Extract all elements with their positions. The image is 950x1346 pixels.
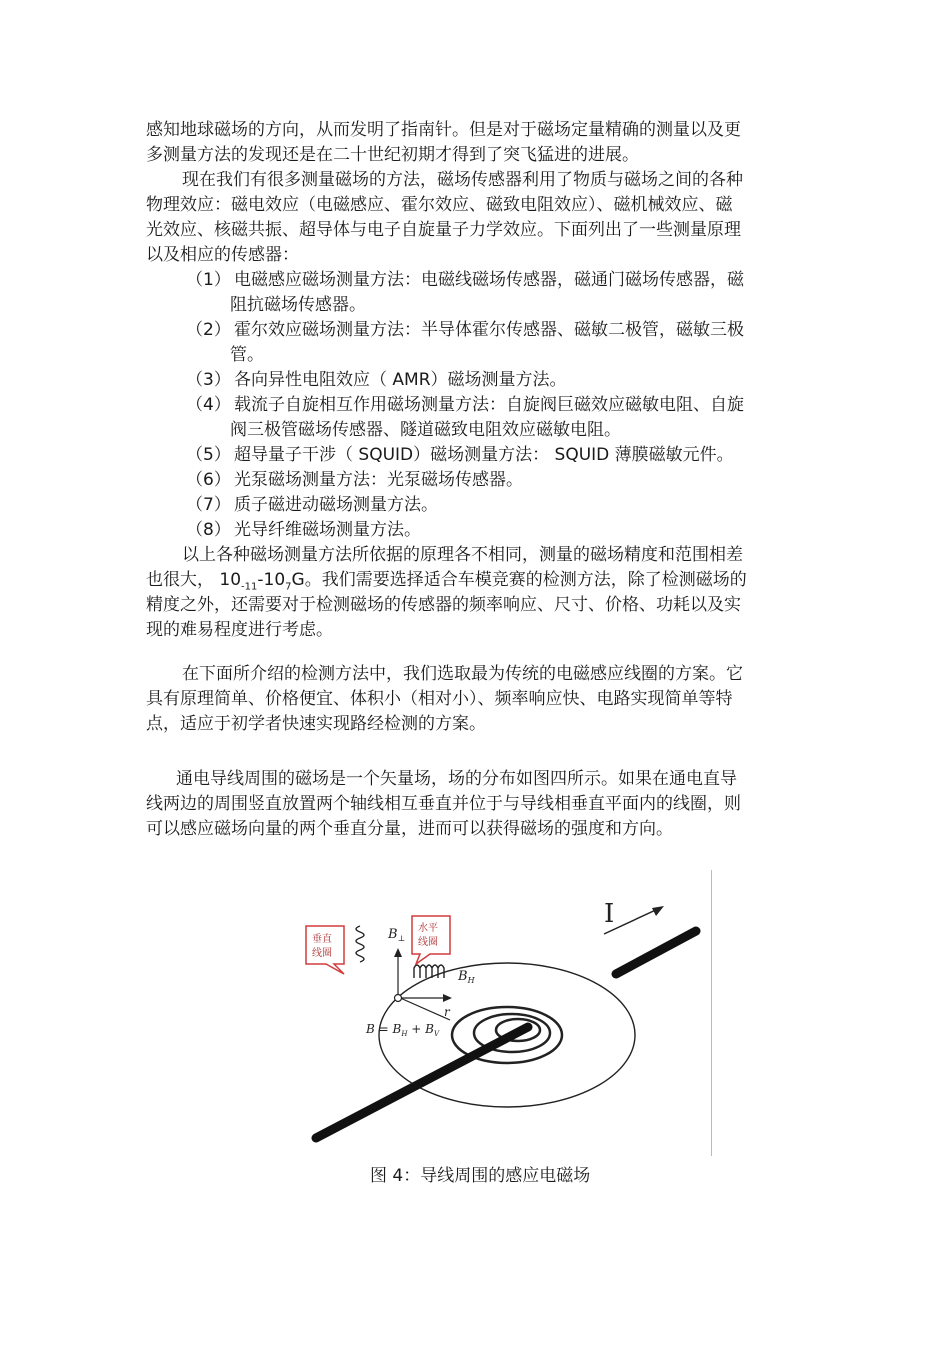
text-line: 多测量方法的发现还是在二十世纪初期才得到了突飞猛进的进展。 — [146, 145, 639, 165]
list-text: 超导量子干涉（ SQUID）磁场测量方法： SQUID 薄膜磁敏元件。 — [234, 445, 734, 465]
sensor-point — [395, 995, 402, 1002]
list-text-cont: 阻抗磁场传感器。 — [230, 295, 366, 315]
formula-plus: + B — [407, 1022, 434, 1036]
list-text-cont: 阀三极管磁场传感器、隧道磁致电阻效应磁敏电阻。 — [230, 420, 621, 440]
list-number: （8） — [186, 520, 231, 540]
bh-subscript: H — [467, 976, 475, 985]
list-text: 霍尔效应磁场测量方法：半导体霍尔传感器、磁敏二极管，磁敏三极 — [234, 320, 744, 340]
text-line: 现在我们有很多测量磁场的方法，磁场传感器利用了物质与磁场之间的各种 — [182, 170, 743, 190]
paragraph-3 — [146, 543, 774, 643]
text-line: 线两边的周围竖直放置两个轴线相互垂直并位于与导线相垂直平面内的线圈，则 — [146, 794, 741, 814]
horizontal-coil-label: 线圈 — [418, 937, 438, 948]
vertical-coil-label: 垂直 — [312, 934, 332, 945]
list-item — [186, 368, 776, 393]
text-line: 以及相应的传感器： — [146, 245, 299, 265]
horizontal-arrowhead — [443, 994, 452, 1002]
figure-caption: 图 4：导线周围的感应电磁场 — [370, 1166, 591, 1186]
bv-subscript: ⊥ — [397, 934, 406, 943]
paragraph-4 — [146, 662, 774, 737]
list-item — [186, 393, 776, 443]
list-number: （1） — [186, 270, 231, 290]
list-number: （3） — [186, 370, 231, 390]
text-line: 通电导线周围的磁场是一个矢量场，场的分布如图四所示。如果在通电直导 — [176, 769, 737, 789]
conductor-wire-front — [316, 1027, 528, 1138]
current-label: I — [604, 899, 615, 929]
list-number: （2） — [186, 320, 231, 340]
conductor-wire-back — [616, 931, 696, 974]
list-text: 电磁感应磁场测量方法：电磁线磁场传感器，磁通门磁场传感器，磁 — [234, 270, 744, 290]
list-item — [186, 318, 776, 368]
list-item — [186, 493, 776, 518]
list-text: 光泵磁场测量方法：光泵磁场传感器。 — [234, 470, 523, 490]
list-number: （4） — [186, 395, 231, 415]
paragraph-1 — [146, 118, 774, 168]
text-line: 点，适应于初学者快速实现路经检测的方案。 — [146, 714, 486, 734]
vertical-field-label — [387, 927, 405, 943]
vertical-coil-icon — [356, 926, 364, 962]
list-number: （5） — [186, 445, 231, 465]
horizontal-coil-label: 水平 — [418, 923, 438, 934]
list-text: 载流子自旋相互作用磁场测量方法：自旋阀巨磁效应磁敏电阻、自旋 — [234, 395, 744, 415]
range-exponent-low: -11 — [241, 581, 258, 593]
list-text-cont: 管。 — [230, 345, 264, 365]
radius-line — [398, 997, 450, 1020]
text-line: 以上各种磁场测量方法所依据的原理各不相同，测量的磁场精度和范围相差 — [182, 545, 743, 565]
vertical-coil-label: 线圈 — [312, 948, 332, 959]
text-line: 在下面所介绍的检测方法中，我们选取最为传统的电磁感应线圈的方案。它 — [182, 664, 743, 684]
list-number: （7） — [186, 495, 231, 515]
paragraph-2 — [146, 168, 774, 268]
text-line: 现的难易程度进行考虑。 — [146, 620, 333, 640]
bh-symbol: B — [458, 969, 468, 984]
list-item — [186, 518, 776, 543]
range-text-before: 也很大， 10 — [146, 570, 242, 590]
paragraph-5 — [146, 767, 774, 842]
text-line: 具有原理简单、价格便宜、体积小（相对小）、频率响应快、电路实现简单等特 — [146, 689, 733, 709]
list-number: （6） — [186, 470, 231, 490]
range-exponent-high: 7 — [285, 581, 292, 593]
range-text-mid: -10 — [257, 570, 286, 590]
formula-left: B = B — [366, 1022, 402, 1036]
list-text: 各向异性电阻效应（ AMR）磁场测量方法。 — [234, 370, 567, 390]
radius-label: r — [444, 1005, 450, 1019]
field-formula — [365, 1022, 440, 1038]
text-line: 感知地球磁场的方向，从而发明了指南针。但是对于磁场定量精确的测量以及更 — [146, 120, 741, 140]
list-item — [186, 268, 776, 318]
list-item — [186, 443, 776, 468]
text-line: 光效应、核磁共振、超导体与电子自旋量子力学效应。下面列出了一些测量原理 — [146, 220, 741, 240]
bv-symbol: B — [388, 927, 398, 942]
formula-sub-v: V — [433, 1030, 440, 1038]
text-line: 可以感应磁场向量的两个垂直分量，进而可以获得磁场的强度和方向。 — [146, 819, 673, 839]
vertical-arrowhead — [394, 948, 402, 957]
current-arrowhead — [652, 906, 664, 916]
formula-sub-h: H — [401, 1030, 408, 1038]
horizontal-field-label — [457, 969, 476, 985]
horizontal-coil-icon — [414, 965, 444, 978]
text-line: 精度之外，还需要对于检测磁场的传感器的频率响应、尺寸、价格、功耗以及实 — [146, 595, 741, 615]
text-line: 物理效应：磁电效应（电磁感应、霍尔效应、磁致电阻效应）、磁机械效应、磁 — [146, 195, 733, 215]
range-text-after: G。我们需要选择适合车模竞赛的检测方法，除了检测磁场的 — [291, 570, 747, 590]
list-text: 光导纤维磁场测量方法。 — [234, 520, 421, 540]
magnetic-field-figure — [300, 870, 714, 1160]
list-item — [186, 468, 776, 493]
list-text: 质子磁进动磁场测量方法。 — [234, 495, 438, 515]
text-line-range — [146, 568, 774, 593]
